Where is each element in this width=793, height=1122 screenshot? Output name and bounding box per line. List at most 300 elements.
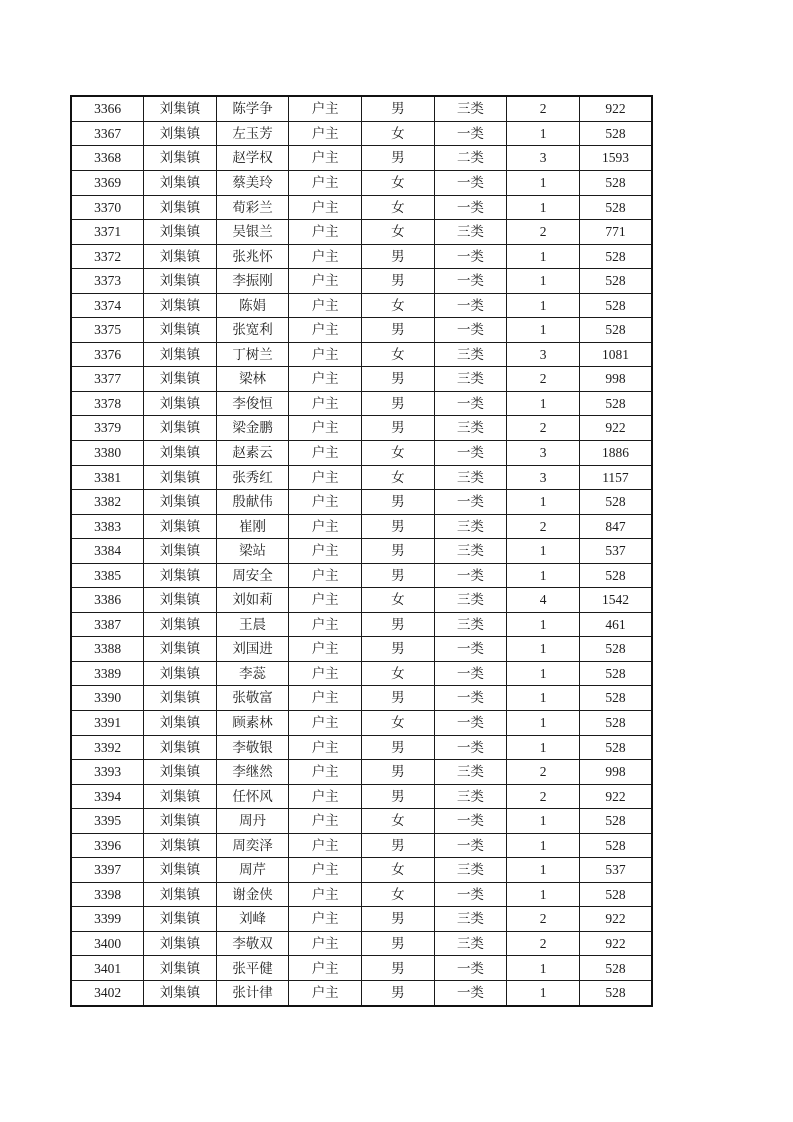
table-row <box>71 612 652 637</box>
category-cell: 一类 <box>434 686 507 711</box>
serial-number-cell: 3399 <box>71 907 144 932</box>
serial-number-cell: 3382 <box>71 490 144 515</box>
category-cell: 一类 <box>434 170 507 195</box>
town-cell: 刘集镇 <box>144 956 217 981</box>
category-cell: 三类 <box>434 612 507 637</box>
name-cell: 刘国进 <box>216 637 289 662</box>
name-cell: 李继然 <box>216 760 289 785</box>
town-cell: 刘集镇 <box>144 907 217 932</box>
gender-cell: 男 <box>362 833 435 858</box>
relation-cell: 户主 <box>289 293 362 318</box>
table-row <box>71 146 652 171</box>
gender-cell: 男 <box>362 956 435 981</box>
town-cell: 刘集镇 <box>144 588 217 613</box>
person-count-cell: 1 <box>507 882 580 907</box>
name-cell: 周丹 <box>216 809 289 834</box>
category-cell: 三类 <box>434 760 507 785</box>
person-count-cell: 1 <box>507 981 580 1006</box>
person-count-cell: 3 <box>507 465 580 490</box>
amount-cell: 998 <box>579 367 652 392</box>
relation-cell: 户主 <box>289 686 362 711</box>
relation-cell: 户主 <box>289 441 362 466</box>
name-cell: 王晨 <box>216 612 289 637</box>
relation-cell: 户主 <box>289 121 362 146</box>
name-cell: 梁站 <box>216 539 289 564</box>
person-count-cell: 3 <box>507 342 580 367</box>
name-cell: 张秀红 <box>216 465 289 490</box>
town-cell: 刘集镇 <box>144 96 217 121</box>
amount-cell: 528 <box>579 244 652 269</box>
table-row <box>71 121 652 146</box>
town-cell: 刘集镇 <box>144 735 217 760</box>
serial-number-cell: 3376 <box>71 342 144 367</box>
amount-cell: 537 <box>579 539 652 564</box>
gender-cell: 女 <box>362 711 435 736</box>
serial-number-cell: 3371 <box>71 220 144 245</box>
gender-cell: 女 <box>362 882 435 907</box>
person-count-cell: 4 <box>507 588 580 613</box>
relation-cell: 户主 <box>289 195 362 220</box>
relation-cell: 户主 <box>289 146 362 171</box>
serial-number-cell: 3397 <box>71 858 144 883</box>
gender-cell: 男 <box>362 907 435 932</box>
table-row <box>71 244 652 269</box>
gender-cell: 女 <box>362 220 435 245</box>
gender-cell: 女 <box>362 465 435 490</box>
category-cell: 一类 <box>434 956 507 981</box>
table-row <box>71 956 652 981</box>
town-cell: 刘集镇 <box>144 931 217 956</box>
town-cell: 刘集镇 <box>144 391 217 416</box>
person-count-cell: 1 <box>507 121 580 146</box>
person-count-cell: 1 <box>507 686 580 711</box>
person-count-cell: 1 <box>507 833 580 858</box>
amount-cell: 922 <box>579 931 652 956</box>
table-row <box>71 686 652 711</box>
serial-number-cell: 3387 <box>71 612 144 637</box>
table-row <box>71 441 652 466</box>
amount-cell: 528 <box>579 809 652 834</box>
serial-number-cell: 3372 <box>71 244 144 269</box>
person-count-cell: 1 <box>507 956 580 981</box>
person-count-cell: 1 <box>507 490 580 515</box>
person-count-cell: 1 <box>507 269 580 294</box>
gender-cell: 男 <box>362 269 435 294</box>
relation-cell: 户主 <box>289 931 362 956</box>
roster-table <box>70 95 653 1007</box>
town-cell: 刘集镇 <box>144 170 217 195</box>
name-cell: 陈学争 <box>216 96 289 121</box>
gender-cell: 男 <box>362 760 435 785</box>
relation-cell: 户主 <box>289 318 362 343</box>
town-cell: 刘集镇 <box>144 711 217 736</box>
name-cell: 张计律 <box>216 981 289 1006</box>
amount-cell: 528 <box>579 735 652 760</box>
relation-cell: 户主 <box>289 416 362 441</box>
table-row <box>71 711 652 736</box>
name-cell: 吴银兰 <box>216 220 289 245</box>
gender-cell: 男 <box>362 735 435 760</box>
name-cell: 丁树兰 <box>216 342 289 367</box>
category-cell: 一类 <box>434 195 507 220</box>
category-cell: 一类 <box>434 661 507 686</box>
town-cell: 刘集镇 <box>144 342 217 367</box>
table-row <box>71 858 652 883</box>
town-cell: 刘集镇 <box>144 858 217 883</box>
gender-cell: 男 <box>362 981 435 1006</box>
relation-cell: 户主 <box>289 956 362 981</box>
person-count-cell: 2 <box>507 931 580 956</box>
serial-number-cell: 3377 <box>71 367 144 392</box>
name-cell: 殷献伟 <box>216 490 289 515</box>
person-count-cell: 1 <box>507 612 580 637</box>
category-cell: 三类 <box>434 416 507 441</box>
category-cell: 一类 <box>434 441 507 466</box>
name-cell: 张宽利 <box>216 318 289 343</box>
serial-number-cell: 3375 <box>71 318 144 343</box>
category-cell: 三类 <box>434 342 507 367</box>
serial-number-cell: 3378 <box>71 391 144 416</box>
name-cell: 赵素云 <box>216 441 289 466</box>
relation-cell: 户主 <box>289 809 362 834</box>
category-cell: 三类 <box>434 220 507 245</box>
serial-number-cell: 3388 <box>71 637 144 662</box>
town-cell: 刘集镇 <box>144 244 217 269</box>
person-count-cell: 2 <box>507 514 580 539</box>
gender-cell: 男 <box>362 931 435 956</box>
town-cell: 刘集镇 <box>144 195 217 220</box>
person-count-cell: 2 <box>507 784 580 809</box>
serial-number-cell: 3374 <box>71 293 144 318</box>
town-cell: 刘集镇 <box>144 686 217 711</box>
serial-number-cell: 3380 <box>71 441 144 466</box>
town-cell: 刘集镇 <box>144 318 217 343</box>
amount-cell: 847 <box>579 514 652 539</box>
category-cell: 一类 <box>434 981 507 1006</box>
amount-cell: 922 <box>579 907 652 932</box>
table-row <box>71 195 652 220</box>
table-row <box>71 735 652 760</box>
gender-cell: 男 <box>362 784 435 809</box>
gender-cell: 女 <box>362 170 435 195</box>
gender-cell: 女 <box>362 661 435 686</box>
amount-cell: 1886 <box>579 441 652 466</box>
table-row <box>71 367 652 392</box>
serial-number-cell: 3384 <box>71 539 144 564</box>
name-cell: 谢金侠 <box>216 882 289 907</box>
town-cell: 刘集镇 <box>144 121 217 146</box>
relation-cell: 户主 <box>289 514 362 539</box>
category-cell: 三类 <box>434 931 507 956</box>
amount-cell: 528 <box>579 490 652 515</box>
serial-number-cell: 3373 <box>71 269 144 294</box>
relation-cell: 户主 <box>289 882 362 907</box>
relation-cell: 户主 <box>289 269 362 294</box>
person-count-cell: 1 <box>507 735 580 760</box>
person-count-cell: 1 <box>507 244 580 269</box>
serial-number-cell: 3381 <box>71 465 144 490</box>
category-cell: 三类 <box>434 539 507 564</box>
amount-cell: 1157 <box>579 465 652 490</box>
serial-number-cell: 3379 <box>71 416 144 441</box>
name-cell: 周安全 <box>216 563 289 588</box>
amount-cell: 528 <box>579 121 652 146</box>
person-count-cell: 1 <box>507 170 580 195</box>
amount-cell: 922 <box>579 784 652 809</box>
table-row <box>71 514 652 539</box>
serial-number-cell: 3391 <box>71 711 144 736</box>
relation-cell: 户主 <box>289 637 362 662</box>
gender-cell: 女 <box>362 858 435 883</box>
serial-number-cell: 3394 <box>71 784 144 809</box>
gender-cell: 男 <box>362 637 435 662</box>
town-cell: 刘集镇 <box>144 760 217 785</box>
town-cell: 刘集镇 <box>144 981 217 1006</box>
table-row <box>71 220 652 245</box>
town-cell: 刘集镇 <box>144 416 217 441</box>
category-cell: 三类 <box>434 96 507 121</box>
gender-cell: 男 <box>362 539 435 564</box>
category-cell: 一类 <box>434 637 507 662</box>
table-row <box>71 416 652 441</box>
category-cell: 一类 <box>434 809 507 834</box>
name-cell: 李蕊 <box>216 661 289 686</box>
town-cell: 刘集镇 <box>144 661 217 686</box>
person-count-cell: 1 <box>507 318 580 343</box>
table-row <box>71 539 652 564</box>
amount-cell: 537 <box>579 858 652 883</box>
amount-cell: 528 <box>579 956 652 981</box>
person-count-cell: 1 <box>507 563 580 588</box>
amount-cell: 528 <box>579 637 652 662</box>
category-cell: 一类 <box>434 563 507 588</box>
person-count-cell: 3 <box>507 146 580 171</box>
town-cell: 刘集镇 <box>144 637 217 662</box>
name-cell: 任怀风 <box>216 784 289 809</box>
amount-cell: 528 <box>579 686 652 711</box>
category-cell: 一类 <box>434 318 507 343</box>
gender-cell: 女 <box>362 121 435 146</box>
relation-cell: 户主 <box>289 760 362 785</box>
person-count-cell: 1 <box>507 858 580 883</box>
table-row <box>71 318 652 343</box>
gender-cell: 男 <box>362 367 435 392</box>
name-cell: 李振刚 <box>216 269 289 294</box>
table-row <box>71 931 652 956</box>
relation-cell: 户主 <box>289 735 362 760</box>
relation-cell: 户主 <box>289 661 362 686</box>
category-cell: 一类 <box>434 293 507 318</box>
gender-cell: 女 <box>362 441 435 466</box>
serial-number-cell: 3389 <box>71 661 144 686</box>
town-cell: 刘集镇 <box>144 784 217 809</box>
person-count-cell: 2 <box>507 96 580 121</box>
category-cell: 一类 <box>434 711 507 736</box>
town-cell: 刘集镇 <box>144 563 217 588</box>
relation-cell: 户主 <box>289 96 362 121</box>
serial-number-cell: 3383 <box>71 514 144 539</box>
table-row <box>71 784 652 809</box>
town-cell: 刘集镇 <box>144 146 217 171</box>
name-cell: 周奕泽 <box>216 833 289 858</box>
category-cell: 三类 <box>434 907 507 932</box>
gender-cell: 男 <box>362 244 435 269</box>
relation-cell: 户主 <box>289 612 362 637</box>
category-cell: 一类 <box>434 391 507 416</box>
relation-cell: 户主 <box>289 170 362 195</box>
table-row <box>71 882 652 907</box>
person-count-cell: 2 <box>507 760 580 785</box>
town-cell: 刘集镇 <box>144 441 217 466</box>
table-row <box>71 588 652 613</box>
relation-cell: 户主 <box>289 465 362 490</box>
gender-cell: 女 <box>362 588 435 613</box>
person-count-cell: 1 <box>507 809 580 834</box>
gender-cell: 男 <box>362 318 435 343</box>
gender-cell: 男 <box>362 96 435 121</box>
person-count-cell: 1 <box>507 293 580 318</box>
table-row <box>71 809 652 834</box>
relation-cell: 户主 <box>289 220 362 245</box>
name-cell: 崔刚 <box>216 514 289 539</box>
gender-cell: 女 <box>362 293 435 318</box>
relation-cell: 户主 <box>289 858 362 883</box>
amount-cell: 528 <box>579 318 652 343</box>
relation-cell: 户主 <box>289 244 362 269</box>
person-count-cell: 2 <box>507 367 580 392</box>
person-count-cell: 1 <box>507 195 580 220</box>
serial-number-cell: 3369 <box>71 170 144 195</box>
gender-cell: 女 <box>362 809 435 834</box>
serial-number-cell: 3390 <box>71 686 144 711</box>
table-row <box>71 391 652 416</box>
amount-cell: 528 <box>579 293 652 318</box>
category-cell: 一类 <box>434 490 507 515</box>
table-row <box>71 981 652 1006</box>
amount-cell: 1542 <box>579 588 652 613</box>
amount-cell: 1081 <box>579 342 652 367</box>
serial-number-cell: 3393 <box>71 760 144 785</box>
category-cell: 三类 <box>434 858 507 883</box>
person-count-cell: 1 <box>507 391 580 416</box>
category-cell: 一类 <box>434 244 507 269</box>
amount-cell: 922 <box>579 96 652 121</box>
relation-cell: 户主 <box>289 563 362 588</box>
person-count-cell: 1 <box>507 637 580 662</box>
name-cell: 陈娟 <box>216 293 289 318</box>
relation-cell: 户主 <box>289 367 362 392</box>
serial-number-cell: 3385 <box>71 563 144 588</box>
gender-cell: 男 <box>362 416 435 441</box>
name-cell: 梁金鹏 <box>216 416 289 441</box>
gender-cell: 女 <box>362 195 435 220</box>
person-count-cell: 2 <box>507 416 580 441</box>
relation-cell: 户主 <box>289 981 362 1006</box>
town-cell: 刘集镇 <box>144 833 217 858</box>
relation-cell: 户主 <box>289 539 362 564</box>
serial-number-cell: 3367 <box>71 121 144 146</box>
relation-cell: 户主 <box>289 588 362 613</box>
amount-cell: 528 <box>579 661 652 686</box>
table-row <box>71 637 652 662</box>
amount-cell: 1593 <box>579 146 652 171</box>
category-cell: 一类 <box>434 121 507 146</box>
table-row <box>71 342 652 367</box>
name-cell: 左玉芳 <box>216 121 289 146</box>
amount-cell: 528 <box>579 563 652 588</box>
roster-table-body <box>71 96 652 1006</box>
category-cell: 一类 <box>434 882 507 907</box>
amount-cell: 461 <box>579 612 652 637</box>
gender-cell: 女 <box>362 342 435 367</box>
relation-cell: 户主 <box>289 391 362 416</box>
town-cell: 刘集镇 <box>144 882 217 907</box>
category-cell: 二类 <box>434 146 507 171</box>
serial-number-cell: 3395 <box>71 809 144 834</box>
name-cell: 荀彩兰 <box>216 195 289 220</box>
serial-number-cell: 3398 <box>71 882 144 907</box>
amount-cell: 528 <box>579 711 652 736</box>
category-cell: 三类 <box>434 367 507 392</box>
amount-cell: 922 <box>579 416 652 441</box>
town-cell: 刘集镇 <box>144 612 217 637</box>
relation-cell: 户主 <box>289 342 362 367</box>
person-count-cell: 2 <box>507 220 580 245</box>
person-count-cell: 1 <box>507 661 580 686</box>
serial-number-cell: 3402 <box>71 981 144 1006</box>
serial-number-cell: 3396 <box>71 833 144 858</box>
relation-cell: 户主 <box>289 833 362 858</box>
name-cell: 刘如莉 <box>216 588 289 613</box>
serial-number-cell: 3366 <box>71 96 144 121</box>
table-row <box>71 760 652 785</box>
amount-cell: 528 <box>579 170 652 195</box>
amount-cell: 528 <box>579 195 652 220</box>
town-cell: 刘集镇 <box>144 809 217 834</box>
category-cell: 三类 <box>434 465 507 490</box>
table-row <box>71 96 652 121</box>
town-cell: 刘集镇 <box>144 220 217 245</box>
table-row <box>71 293 652 318</box>
amount-cell: 528 <box>579 269 652 294</box>
table-row <box>71 907 652 932</box>
amount-cell: 528 <box>579 981 652 1006</box>
gender-cell: 男 <box>362 490 435 515</box>
category-cell: 一类 <box>434 269 507 294</box>
name-cell: 顾素林 <box>216 711 289 736</box>
serial-number-cell: 3401 <box>71 956 144 981</box>
serial-number-cell: 3370 <box>71 195 144 220</box>
relation-cell: 户主 <box>289 711 362 736</box>
amount-cell: 528 <box>579 391 652 416</box>
table-row <box>71 563 652 588</box>
amount-cell: 998 <box>579 760 652 785</box>
amount-cell: 771 <box>579 220 652 245</box>
name-cell: 张敬富 <box>216 686 289 711</box>
name-cell: 刘峰 <box>216 907 289 932</box>
gender-cell: 男 <box>362 514 435 539</box>
relation-cell: 户主 <box>289 784 362 809</box>
name-cell: 李敬双 <box>216 931 289 956</box>
serial-number-cell: 3392 <box>71 735 144 760</box>
name-cell: 周芹 <box>216 858 289 883</box>
name-cell: 赵学权 <box>216 146 289 171</box>
relation-cell: 户主 <box>289 907 362 932</box>
town-cell: 刘集镇 <box>144 367 217 392</box>
name-cell: 李俊恒 <box>216 391 289 416</box>
person-count-cell: 1 <box>507 711 580 736</box>
gender-cell: 男 <box>362 612 435 637</box>
